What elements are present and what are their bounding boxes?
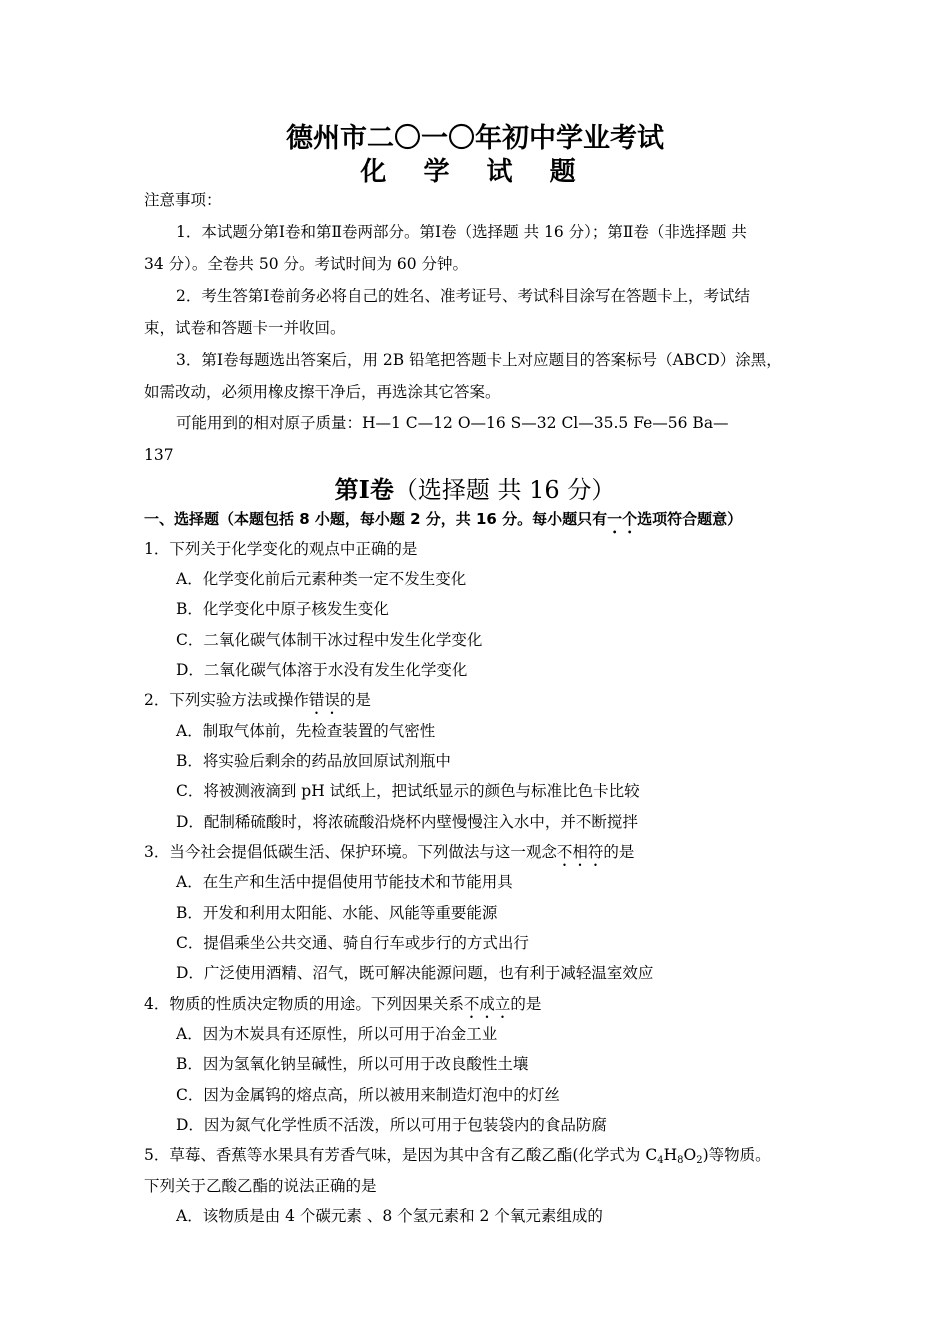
question-3-text: 3．当今社会提倡低碳生活、保护环境。下列做法与这一观念 xyxy=(144,843,557,861)
atomic-mass-line-2: 137 xyxy=(144,446,174,464)
part-instructions-emphasis: 一个 xyxy=(607,510,638,528)
question-3-option-a: A．在生产和生活中提倡使用节能技术和节能用具 xyxy=(176,873,513,891)
notice-item-2-line-2: 束，试卷和答题卡一并收回。 xyxy=(144,319,346,337)
exam-subject-title: 化 学 试 题 xyxy=(360,157,590,187)
formula-element-o: O xyxy=(683,1146,697,1164)
question-2-option-b: B．将实验后剩余的药品放回原试剂瓶中 xyxy=(176,752,451,770)
question-4-stem xyxy=(144,994,541,1022)
formula-subscript-o: 2 xyxy=(696,1155,703,1166)
atomic-mass-line-1: 可能用到的相对原子质量：H—1 C—12 O—16 S—32 Cl—35.5 Fe—56 Ba— xyxy=(176,414,729,432)
formula-element-h: H xyxy=(663,1146,678,1164)
question-4-option-d: D．因为氮气化学性质不活泼，所以可用于包装袋内的食品防腐 xyxy=(176,1116,607,1134)
notice-item-1-line-1: 1．本试题分第Ⅰ卷和第Ⅱ卷两部分。第Ⅰ卷（选择题 共 16 分）；第Ⅱ卷（非选择题 共 xyxy=(176,223,747,241)
question-3-emphasis: 不相符 xyxy=(556,843,604,861)
question-3-stem xyxy=(144,842,634,870)
question-5-stem-line-1 xyxy=(144,1145,771,1171)
section-heading-rest: （选择题 共 16 分） xyxy=(393,476,616,504)
notice-item-3-line-1: 3．第Ⅰ卷每题选出答案后，用 2B 铅笔把答题卡上对应题目的答案标号（ABCD）涂黑， xyxy=(176,351,782,369)
question-4-option-c: C．因为金属钨的熔点高，所以被用来制造灯泡中的灯丝 xyxy=(176,1086,560,1104)
question-2-text: 2．下列实验方法或操作 xyxy=(144,691,309,709)
notice-label: 注意事项： xyxy=(144,191,222,209)
question-1-option-b: B．化学变化中原子核发生变化 xyxy=(176,600,389,618)
part-instructions xyxy=(144,509,742,537)
notice-item-2-line-1: 2．考生答第Ⅰ卷前务必将自己的姓名、准考证号、考试科目涂写在答题卡上，考试结 xyxy=(176,287,750,305)
question-3-option-b: B．开发和利用太阳能、水能、风能等重要能源 xyxy=(176,904,498,922)
part-instructions-text-end: 选项符合题意） xyxy=(637,510,743,528)
section-heading xyxy=(0,470,950,505)
question-5-option-a: A．该物质是由 4 个碳元素 、8 个氢元素和 2 个氧元素组成的 xyxy=(176,1207,603,1225)
question-4-text-end: 的是 xyxy=(510,995,542,1013)
formula-subscript-c: 4 xyxy=(657,1155,664,1166)
question-2-stem xyxy=(144,690,371,718)
notice-item-3-line-2: 如需改动，必须用橡皮擦干净后，再选涂其它答案。 xyxy=(144,383,501,401)
question-2-option-c: C．将被测液滴到 pH 试纸上，把试纸显示的颜色与标准比色卡比较 xyxy=(176,782,640,800)
formula-subscript-h: 8 xyxy=(677,1155,684,1166)
part-instructions-text: 一、选择题（本题包括 8 小题，每小题 2 分，共 16 分。每小题只有 xyxy=(144,510,608,528)
section-heading-prefix: 第Ⅰ卷 xyxy=(334,475,394,504)
question-5-text-end: )等物质。 xyxy=(702,1146,771,1164)
question-4-option-b: B．因为氢氧化钠呈碱性，所以可用于改良酸性土壤 xyxy=(176,1055,529,1073)
question-5-text: 5．草莓、香蕉等水果具有芳香气味，是因为其中含有乙酸乙酯(化学式为 C xyxy=(144,1146,658,1164)
question-3-text-end: 的是 xyxy=(603,843,635,861)
question-3-option-d: D．广泛使用酒精、沼气，既可解决能源问题，也有利于减轻温室效应 xyxy=(176,964,654,982)
question-2-option-a: A．制取气体前，先检查装置的气密性 xyxy=(176,722,436,740)
question-1-text: 1．下列关于化学变化的观点中正确的是 xyxy=(144,540,418,558)
question-1-option-d: D．二氧化碳气体溶于水没有发生化学变化 xyxy=(176,661,468,679)
question-2-option-d: D．配制稀硫酸时，将浓硫酸沿烧杯内壁慢慢注入水中，并不断搅拌 xyxy=(176,813,638,831)
question-4-emphasis: 不成立 xyxy=(463,995,511,1013)
question-3-option-c: C．提倡乘坐公共交通、骑自行车或步行的方式出行 xyxy=(176,934,529,952)
question-4-text: 4．物质的性质决定物质的用途。下列因果关系 xyxy=(144,995,464,1013)
question-2-text-end: 的是 xyxy=(339,691,371,709)
question-2-emphasis: 错误 xyxy=(308,691,340,709)
exam-title: 德州市二〇一〇年初中学业考试 xyxy=(286,123,664,154)
question-1-option-c: C．二氧化碳气体制干冰过程中发生化学变化 xyxy=(176,631,483,649)
question-5-stem-line-2: 下列关于乙酸乙酯的说法正确的是 xyxy=(144,1177,377,1195)
notice-item-1-line-2: 34 分）。全卷共 50 分。考试时间为 60 分钟。 xyxy=(144,255,469,273)
question-4-option-a: A．因为木炭具有还原性，所以可用于冶金工业 xyxy=(176,1025,498,1043)
question-1-stem xyxy=(144,539,417,559)
question-1-option-a: A．化学变化前后元素种类一定不发生变化 xyxy=(176,570,467,588)
